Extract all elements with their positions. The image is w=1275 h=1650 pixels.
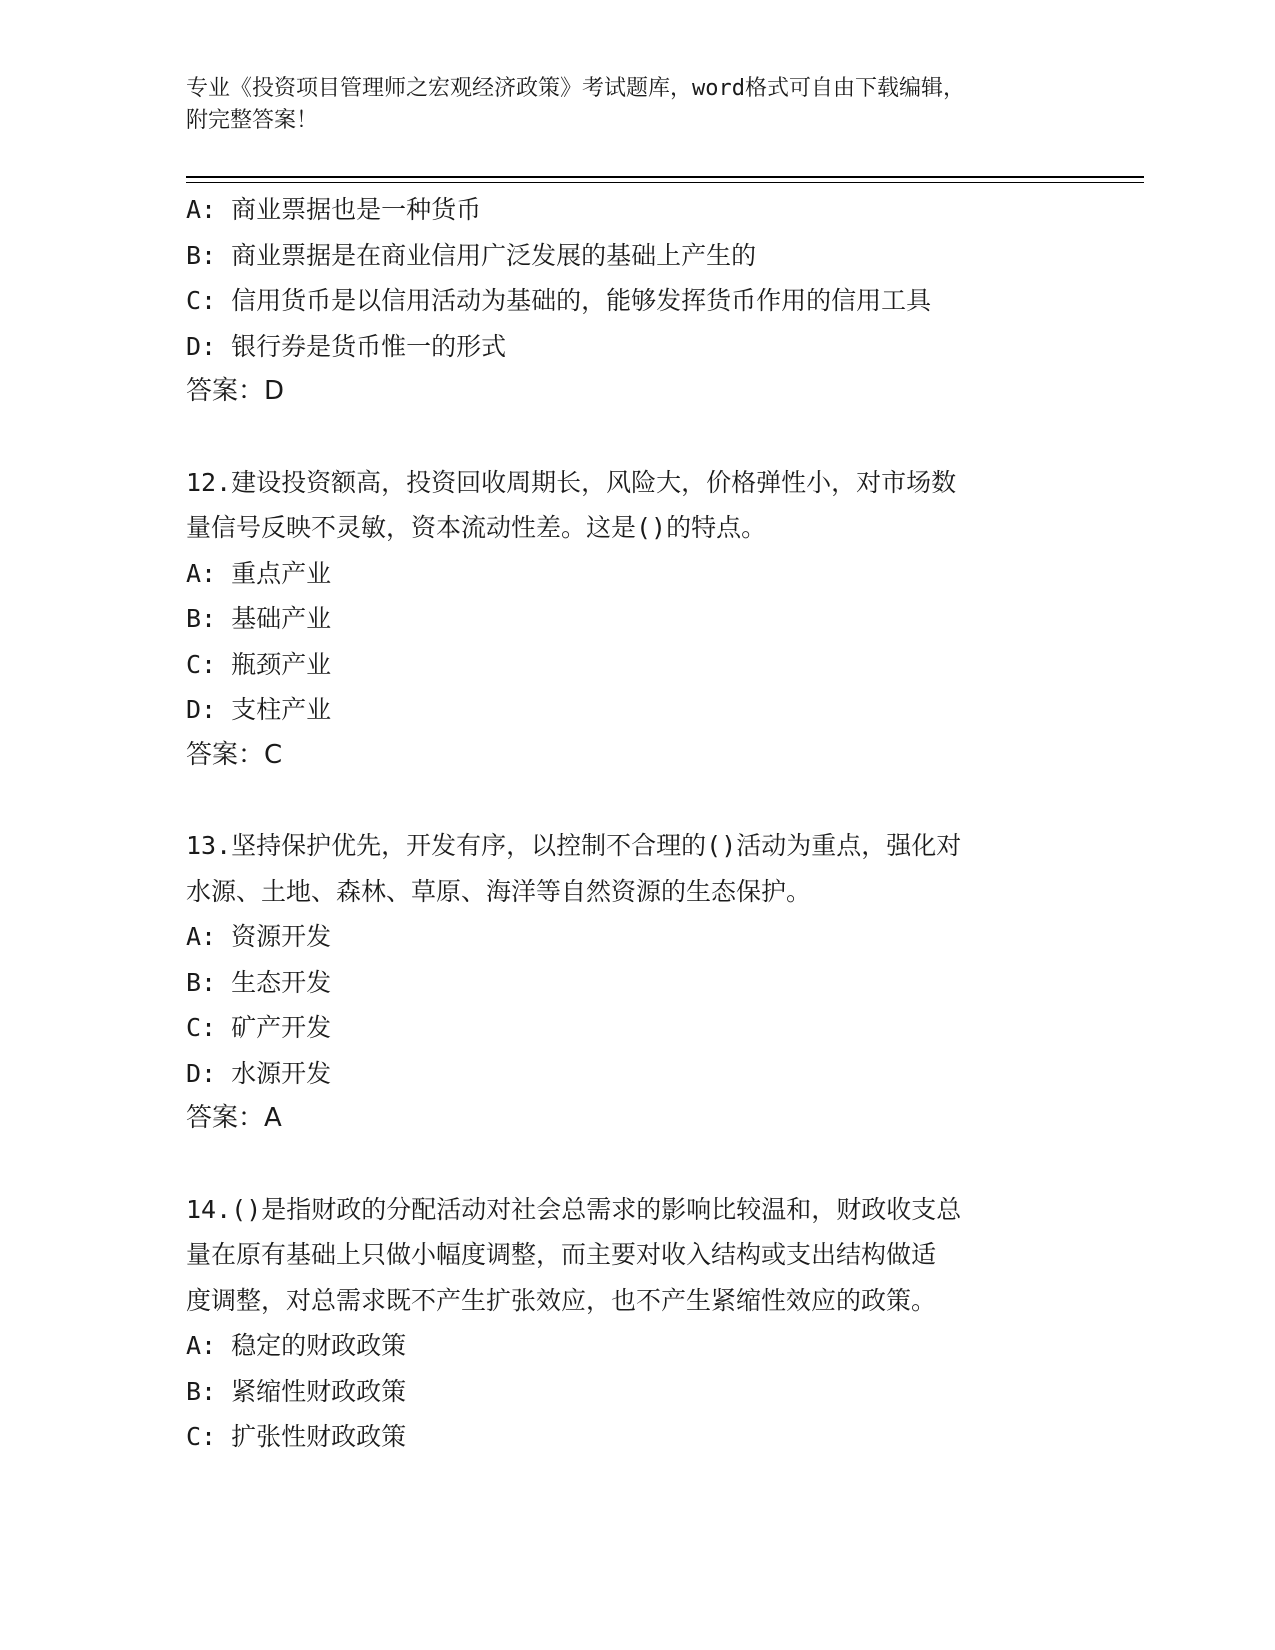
option-d: D: 银行券是货币惟一的形式	[186, 331, 507, 361]
option-a: A: 资源开发	[186, 922, 332, 951]
header-line-1: 专业《投资项目管理师之宏观经济政策》考试题库，word格式可自由下载编辑，	[186, 76, 965, 101]
question-text-line: 14.()是指财政的分配活动对社会总需求的影响比较温和，财政收支总	[186, 1194, 962, 1224]
question-text-line: 量在原有基础上只做小幅度调整，而主要对收入结构或支出结构做适	[186, 1240, 937, 1269]
option-a: A: 稳定的财政政策	[186, 1331, 407, 1360]
question-text-line: 度调整，对总需求既不产生扩张效应，也不产生紧缩性效应的政策。	[186, 1285, 937, 1315]
question-text-line: 13.坚持保护优先，开发有序，以控制不合理的()活动为重点，强化对	[186, 831, 962, 860]
question-text-line: 12.建设投资额高，投资回收周期长，风险大，价格弹性小，对市场数	[186, 467, 957, 497]
option-d: D: 支柱产业	[186, 695, 332, 724]
option-b: B: 生态开发	[186, 967, 332, 997]
option-b: B: 紧缩性财政政策	[186, 1376, 407, 1406]
option-d: D: 水源开发	[186, 1058, 332, 1088]
option-c: C: 扩张性财政政策	[186, 1422, 407, 1451]
answer: 答案：D	[186, 376, 285, 406]
question-13	[186, 823, 1086, 1142]
option-b: B: 商业票据是在商业信用广泛发展的基础上产生的	[186, 240, 757, 270]
question-11	[186, 187, 1086, 415]
header-divider-thin	[186, 182, 1144, 183]
spacer	[186, 415, 1086, 460]
question-12	[186, 460, 1086, 779]
spacer	[186, 1142, 1086, 1187]
header-divider-thick	[186, 176, 1144, 178]
question-text-line: 水源、土地、森林、草原、海洋等自然资源的生态保护。	[186, 876, 812, 906]
answer: 答案：A	[186, 1103, 282, 1133]
question-14	[186, 1187, 1086, 1460]
option-c: C: 矿产开发	[186, 1013, 332, 1042]
option-a: A: 重点产业	[186, 558, 332, 588]
option-b: B: 基础产业	[186, 604, 332, 633]
document-header	[186, 73, 1086, 137]
option-c: C: 信用货币是以信用活动为基础的，能够发挥货币作用的信用工具	[186, 286, 932, 315]
option-c: C: 瓶颈产业	[186, 649, 332, 679]
header-line-2: 附完整答案！	[186, 108, 319, 133]
document-body	[186, 187, 1086, 1460]
question-text-line: 量信号反映不灵敏，资本流动性差。这是()的特点。	[186, 513, 767, 542]
answer: 答案：C	[186, 739, 283, 770]
option-a: A: 商业票据也是一种货币	[186, 195, 482, 224]
spacer	[186, 778, 1086, 823]
